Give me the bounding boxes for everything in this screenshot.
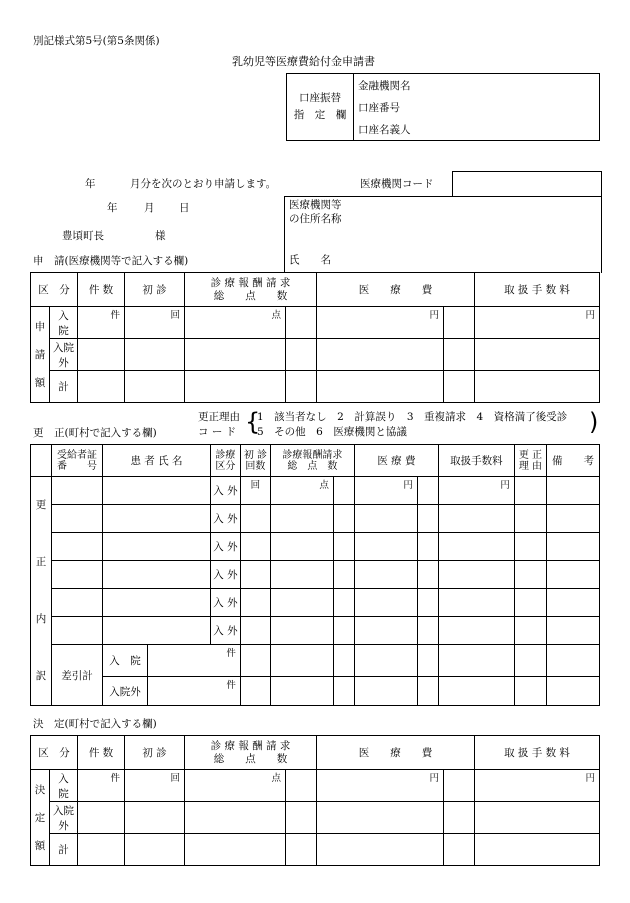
corr-points-cell[interactable]: 点: [270, 477, 333, 505]
request-table: [30, 272, 600, 403]
req-h-first: 初 診: [125, 273, 185, 307]
corr-fee-cell[interactable]: 円: [354, 477, 417, 505]
corr-fee-sub[interactable]: [417, 645, 438, 677]
corr-patient-cell[interactable]: [103, 589, 211, 617]
corr-h-kubun: [210, 445, 240, 477]
corr-kubun-cell: 入 外: [210, 589, 240, 617]
corr-h-remarks: 備 考: [546, 445, 599, 477]
req-count-cell[interactable]: [78, 339, 125, 371]
form-number: 別記様式第5号(第5条関係): [33, 35, 160, 47]
dec-h-points2: 総 点 数: [213, 752, 288, 765]
corr-handling-cell[interactable]: [438, 561, 514, 589]
corr-patient-cell[interactable]: [103, 617, 211, 645]
corr-patient-cell[interactable]: [103, 533, 211, 561]
correction-code-label: コ ー ド: [198, 426, 237, 438]
mayor-label: 豊頃町長: [62, 230, 104, 242]
corr-kubun-cell: 入 外: [210, 561, 240, 589]
apply-year: 年: [85, 178, 96, 190]
corr-h-fee: 医 療 費: [354, 445, 438, 477]
decision-table: [30, 735, 600, 866]
req-first-cell[interactable]: [125, 339, 185, 371]
dec-handling-cell[interactable]: 円: [475, 770, 600, 802]
corr-points-sub[interactable]: [333, 677, 354, 706]
dec-side-2: 額: [34, 839, 46, 852]
corr-points-cell[interactable]: [270, 589, 333, 617]
corr-handling-cell[interactable]: [438, 505, 514, 533]
req-side-0: 申: [34, 320, 46, 333]
req-first-cell[interactable]: 回: [125, 307, 185, 339]
corr-h-reason1: 更 正: [518, 449, 543, 461]
dec-handling-cell[interactable]: [475, 802, 600, 834]
corr-diff-label: 差引計: [52, 645, 103, 706]
dec-points-cell[interactable]: 点: [185, 770, 286, 802]
corr-h-patient: 患 者 氏 名: [103, 445, 211, 477]
dec-points-sub[interactable]: [286, 770, 317, 802]
dec-h-count: 件 数: [78, 736, 125, 770]
dec-row-label: 入院外: [50, 802, 78, 834]
mayor-sama: 様: [155, 230, 166, 242]
corr-reason-cell[interactable]: [514, 645, 546, 677]
dec-h-points: [185, 736, 317, 770]
corr-handling-cell[interactable]: [438, 617, 514, 645]
dec-h-kubun: 区 分: [31, 736, 78, 770]
dec-h-points1: 診 療 報 酬 請 求: [210, 739, 291, 752]
req-handling-cell[interactable]: [475, 339, 600, 371]
corr-h-recipient1: 受給者証: [57, 449, 97, 461]
dec-handling-cell[interactable]: [475, 834, 600, 866]
corr-diff-row-label: 入院外: [103, 677, 148, 706]
corr-diff-count-cell[interactable]: 件: [148, 645, 241, 677]
corr-recipient-cell[interactable]: [52, 505, 103, 533]
corr-h-points2: 総 点 数: [287, 460, 338, 472]
clinic-name-label: 氏 名: [289, 254, 331, 266]
form-title: 乳幼児等医療費給付金申請書: [232, 55, 375, 68]
corr-points-sub[interactable]: [333, 533, 354, 561]
corr-fee-cell[interactable]: [354, 645, 417, 677]
corr-recipient-cell[interactable]: [52, 617, 103, 645]
corr-fee-cell[interactable]: [354, 617, 417, 645]
corr-diff-row-label: 入 院: [103, 645, 148, 677]
corr-h-points1: 診療報酬請求: [282, 449, 343, 461]
dec-side: [31, 770, 50, 866]
corr-points-cell[interactable]: [270, 505, 333, 533]
req-fee-cell[interactable]: [317, 371, 444, 403]
corr-kubun-cell: 入 外: [210, 533, 240, 561]
corr-remarks-cell[interactable]: [546, 589, 599, 617]
corr-patient-cell[interactable]: [103, 477, 211, 505]
req-count-cell[interactable]: [78, 371, 125, 403]
req-points-sub[interactable]: [286, 371, 317, 403]
date-month: 月: [144, 202, 155, 214]
corr-reason-cell[interactable]: [514, 477, 546, 505]
corr-fee-cell[interactable]: [354, 677, 417, 706]
corr-h-points: [270, 445, 354, 477]
corr-kubun-cell: 入 外: [210, 617, 240, 645]
corr-first-cell[interactable]: [240, 645, 270, 677]
corr-reason-cell[interactable]: [514, 533, 546, 561]
req-fee-cell[interactable]: 円: [317, 307, 444, 339]
dec-first-cell[interactable]: [125, 834, 185, 866]
corr-fee-cell[interactable]: [354, 561, 417, 589]
correction-section-label: 更 正(町村で記入する欄): [33, 427, 157, 439]
corr-h-reason: [514, 445, 546, 477]
req-handling-cell[interactable]: [475, 371, 600, 403]
corr-h-recipient: [52, 445, 103, 477]
req-row-label: 入院外: [50, 339, 78, 371]
apply-month-text: 月分を次のとおり申請します。: [130, 178, 277, 190]
corr-fee-cell[interactable]: [354, 533, 417, 561]
dec-row-label: 計: [50, 834, 78, 866]
account-label: [287, 74, 354, 141]
req-points-sub[interactable]: [286, 307, 317, 339]
req-side-1: 請: [34, 348, 46, 361]
dec-h-first: 初 診: [125, 736, 185, 770]
corr-h-kubun1: 診療: [215, 449, 236, 461]
corr-reason-cell[interactable]: [514, 677, 546, 706]
corr-fee-cell[interactable]: [354, 505, 417, 533]
corr-h-first2: 回数: [245, 460, 266, 472]
dec-first-cell[interactable]: 回: [125, 770, 185, 802]
corr-remarks-cell[interactable]: [546, 477, 599, 505]
corr-side-1: 正: [35, 556, 47, 568]
corr-remarks-cell[interactable]: [546, 645, 599, 677]
corr-h-handling: 取扱手数料: [438, 445, 514, 477]
req-h-fee: 医 療 費: [317, 273, 475, 307]
req-first-cell[interactable]: [125, 371, 185, 403]
corr-reason-cell[interactable]: [514, 617, 546, 645]
req-count-cell[interactable]: 件: [78, 307, 125, 339]
dec-fee-cell[interactable]: [317, 834, 444, 866]
corr-h-reason2: 理 由: [518, 460, 543, 472]
dec-points-sub[interactable]: [286, 834, 317, 866]
corr-recipient-cell[interactable]: [52, 477, 103, 505]
corr-first-cell[interactable]: [240, 505, 270, 533]
corr-handling-cell[interactable]: [438, 533, 514, 561]
dec-points-cell[interactable]: [185, 834, 286, 866]
req-h-points1: 診 療 報 酬 請 求: [210, 276, 291, 289]
corr-side: [31, 477, 52, 706]
corr-fee-sub[interactable]: [417, 561, 438, 589]
corr-patient-cell[interactable]: [103, 505, 211, 533]
dec-points-sub[interactable]: [286, 802, 317, 834]
corr-recipient-cell[interactable]: [52, 561, 103, 589]
corr-recipient-cell[interactable]: [52, 589, 103, 617]
corr-points-cell[interactable]: [270, 677, 333, 706]
corr-reason-cell[interactable]: [514, 589, 546, 617]
req-points-cell[interactable]: [185, 371, 286, 403]
corr-reason-cell[interactable]: [514, 505, 546, 533]
dec-count-cell[interactable]: 件: [78, 770, 125, 802]
req-fee-sub[interactable]: [444, 339, 475, 371]
corr-recipient-cell[interactable]: [52, 533, 103, 561]
corr-handling-cell[interactable]: 円: [438, 477, 514, 505]
req-fee-sub[interactable]: [444, 371, 475, 403]
account-holder-field[interactable]: 口座名義人: [354, 118, 600, 141]
left-brace-icon: {: [245, 408, 261, 436]
clinic-code-field[interactable]: [452, 171, 602, 197]
date-day: 日: [179, 202, 190, 214]
date-year: 年: [107, 202, 118, 214]
corr-points-sub[interactable]: [333, 561, 354, 589]
corr-remarks-cell[interactable]: [546, 617, 599, 645]
correction-reasons-line1: 1 該当者なし 2 計算誤り 3 重複請求 4 資格満了後受診: [257, 411, 568, 423]
req-row-label: 入 院: [50, 307, 78, 339]
corr-h-side: [31, 445, 52, 477]
corr-points-cell[interactable]: [270, 617, 333, 645]
corr-handling-cell[interactable]: [438, 677, 514, 706]
corr-kubun-cell: 入 外: [210, 477, 240, 505]
req-points-cell[interactable]: 点: [185, 307, 286, 339]
corr-remarks-cell[interactable]: [546, 533, 599, 561]
correction-table: [30, 444, 600, 706]
dec-points-cell[interactable]: [185, 802, 286, 834]
corr-fee-sub[interactable]: [417, 533, 438, 561]
corr-first-cell[interactable]: [240, 561, 270, 589]
corr-points-cell[interactable]: [270, 533, 333, 561]
dec-fee-sub[interactable]: [444, 770, 475, 802]
req-points-sub[interactable]: [286, 339, 317, 371]
dec-side-0: 決: [34, 783, 46, 796]
corr-points-sub[interactable]: [333, 617, 354, 645]
req-fee-sub[interactable]: [444, 307, 475, 339]
corr-reason-cell[interactable]: [514, 561, 546, 589]
corr-remarks-cell[interactable]: [546, 561, 599, 589]
req-side: [31, 307, 50, 403]
correction-reasons-line2: 5 その他 6 医療機関と協議: [257, 426, 407, 438]
dec-count-cell[interactable]: [78, 834, 125, 866]
corr-remarks-cell[interactable]: [546, 505, 599, 533]
corr-first-cell[interactable]: [240, 589, 270, 617]
dec-fee-cell[interactable]: [317, 802, 444, 834]
req-fee-cell[interactable]: [317, 339, 444, 371]
corr-fee-sub[interactable]: [417, 677, 438, 706]
req-points-cell[interactable]: [185, 339, 286, 371]
corr-handling-cell[interactable]: [438, 645, 514, 677]
corr-diff-count-cell[interactable]: 件: [148, 677, 241, 706]
corr-points-sub[interactable]: [333, 505, 354, 533]
corr-h-first: [240, 445, 270, 477]
dec-fee-sub[interactable]: [444, 802, 475, 834]
account-label-line2: 指 定 欄: [293, 109, 347, 121]
req-side-2: 額: [34, 376, 46, 389]
dec-h-handling: 取 扱 手 数 料: [475, 736, 600, 770]
dec-fee-sub[interactable]: [444, 834, 475, 866]
corr-first-cell[interactable]: [240, 677, 270, 706]
corr-points-cell[interactable]: [270, 645, 333, 677]
corr-first-cell[interactable]: [240, 533, 270, 561]
corr-remarks-cell[interactable]: [546, 677, 599, 706]
corr-h-recipient2: 番 号: [57, 460, 97, 472]
account-box: [286, 73, 600, 141]
corr-side-2: 内: [35, 613, 47, 625]
request-section-label: 申 請(医療機関等で記入する欄): [33, 255, 189, 267]
req-h-points: [185, 273, 317, 307]
corr-fee-sub[interactable]: [417, 477, 438, 505]
bank-name-field[interactable]: 金融機関名: [354, 74, 600, 97]
corr-patient-cell[interactable]: [103, 561, 211, 589]
dec-count-cell[interactable]: [78, 802, 125, 834]
corr-points-sub[interactable]: [333, 589, 354, 617]
corr-h-first1: 初 診: [243, 449, 268, 461]
clinic-address-label1: 医療機関等: [289, 199, 342, 211]
correction-reason-label: 更正理由: [198, 411, 240, 423]
clinic-code-label: 医療機関コード: [360, 178, 434, 190]
corr-first-cell[interactable]: [240, 617, 270, 645]
corr-points-cell[interactable]: [270, 561, 333, 589]
dec-h-fee: 医 療 費: [317, 736, 475, 770]
corr-side-3: 訳: [35, 670, 47, 682]
corr-fee-sub[interactable]: [417, 589, 438, 617]
corr-fee-cell[interactable]: [354, 589, 417, 617]
dec-side-1: 定: [34, 811, 46, 824]
req-h-handling: 取 扱 手 数 料: [475, 273, 600, 307]
corr-points-sub[interactable]: [333, 645, 354, 677]
req-h-count: 件 数: [78, 273, 125, 307]
dec-row-label: 入 院: [50, 770, 78, 802]
req-h-kubun: 区 分: [31, 273, 78, 307]
corr-first-cell[interactable]: 回: [240, 477, 270, 505]
clinic-address-label2: の住所名称: [289, 213, 342, 225]
account-label-line1: 口座振替: [299, 92, 341, 104]
req-row-label: 計: [50, 371, 78, 403]
dec-fee-cell[interactable]: 円: [317, 770, 444, 802]
account-number-field[interactable]: 口座番号: [354, 96, 600, 118]
req-h-points2: 総 点 数: [213, 289, 288, 302]
corr-h-kubun2: 区分: [215, 460, 236, 472]
corr-fee-sub[interactable]: [417, 505, 438, 533]
right-paren-icon: ): [589, 408, 599, 436]
corr-kubun-cell: 入 外: [210, 505, 240, 533]
decision-section-label: 決 定(町村で記入する欄): [33, 718, 157, 730]
dec-first-cell[interactable]: [125, 802, 185, 834]
corr-handling-cell[interactable]: [438, 589, 514, 617]
corr-side-0: 更: [35, 499, 47, 511]
req-handling-cell[interactable]: 円: [475, 307, 600, 339]
corr-points-sub[interactable]: [333, 477, 354, 505]
corr-fee-sub[interactable]: [417, 617, 438, 645]
